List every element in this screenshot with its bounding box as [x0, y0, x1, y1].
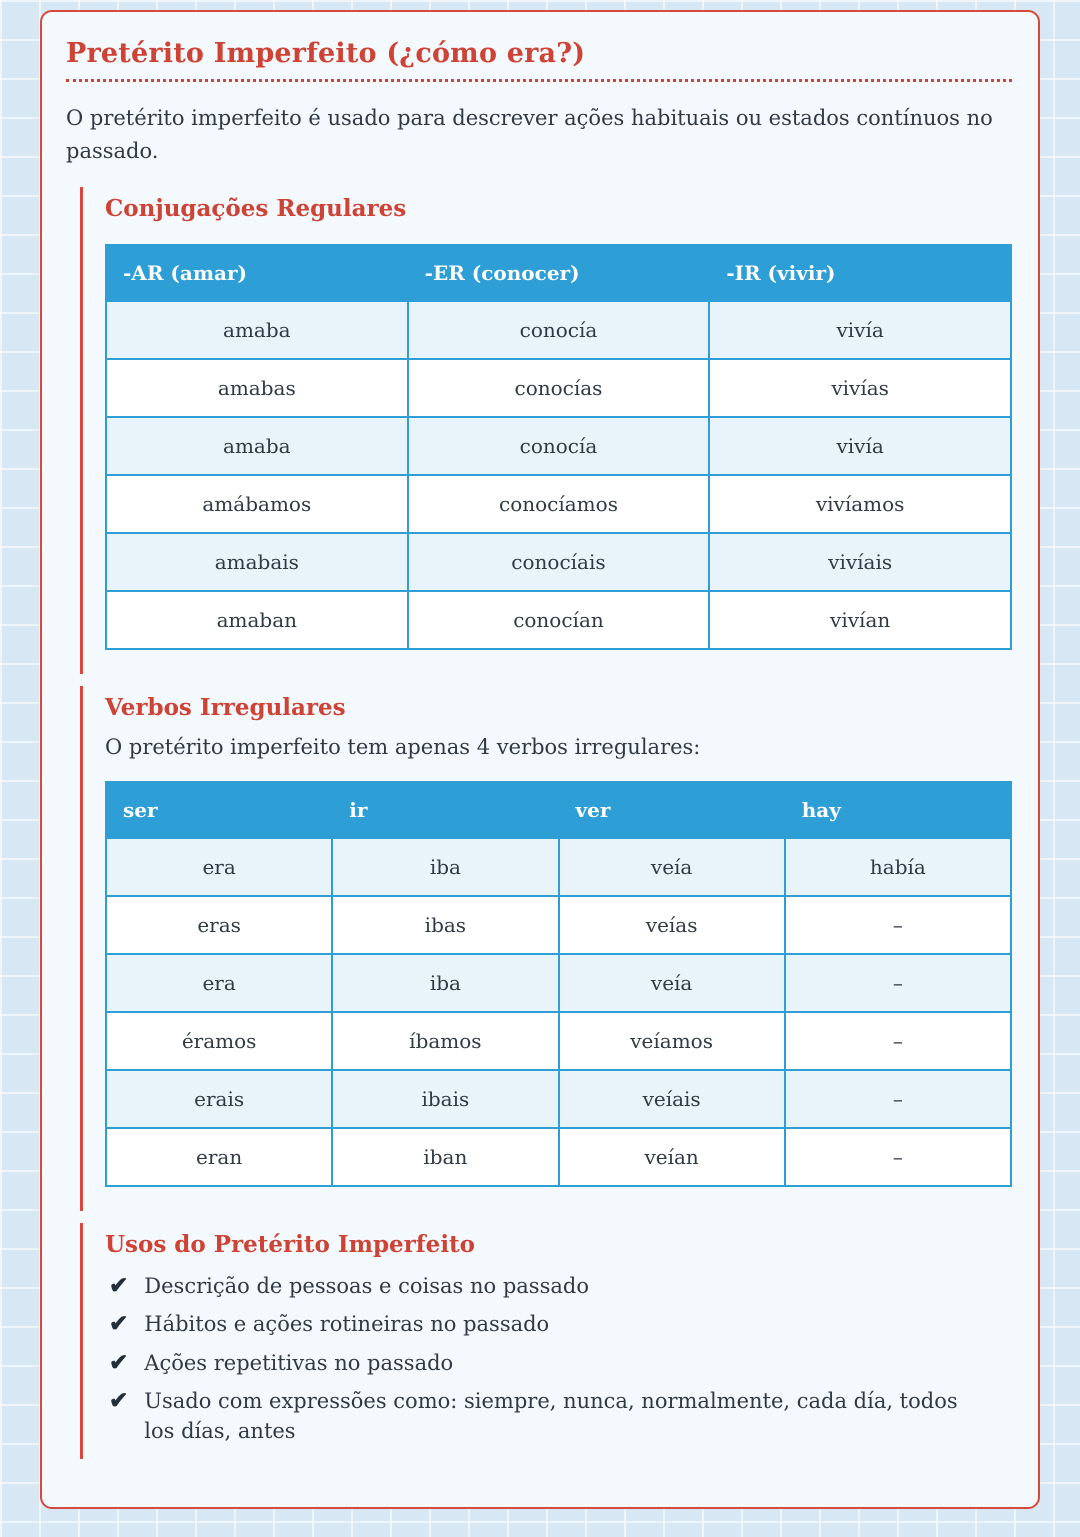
table-cell: conocía: [408, 417, 710, 475]
table-header-cell: -IR (vivir): [709, 245, 1011, 301]
dotted-divider: [66, 79, 1012, 82]
table-cell: vivía: [709, 417, 1011, 475]
table-cell: había: [785, 838, 1011, 896]
table-cell: íbamos: [332, 1012, 558, 1070]
table-cell: vivía: [709, 301, 1011, 359]
table-cell: vivías: [709, 359, 1011, 417]
table-cell: conocía: [408, 301, 710, 359]
table-cell: –: [785, 1012, 1011, 1070]
table-cell: eran: [106, 1128, 332, 1186]
table-cell: veía: [559, 838, 785, 896]
table-row: [106, 1012, 1011, 1070]
table-cell: éramos: [106, 1012, 332, 1070]
regular-conjugations-heading: Conjugações Regulares: [105, 195, 407, 223]
table-cell: veía: [559, 954, 785, 1012]
table-row: [106, 533, 1011, 591]
table-row: [106, 896, 1011, 954]
table-cell: conocíais: [408, 533, 710, 591]
table-cell: amaba: [106, 417, 408, 475]
table-header-cell: ir: [332, 782, 558, 838]
section-regular-conjugations: [80, 187, 1012, 674]
table-row: [106, 1128, 1011, 1186]
table-cell: veían: [559, 1128, 785, 1186]
table-cell: conocías: [408, 359, 710, 417]
section-usage: [80, 1223, 1012, 1459]
table-cell: vivían: [709, 591, 1011, 649]
check-icon: ✔: [109, 1272, 129, 1300]
usage-item-text: Ações repetitivas no passado: [144, 1350, 454, 1375]
table-cell: –: [785, 954, 1011, 1012]
table-row: [106, 475, 1011, 533]
table-cell: ibas: [332, 896, 558, 954]
usage-list-item: [109, 1272, 969, 1301]
table-header-cell: hay: [785, 782, 1011, 838]
table-header-row: [106, 245, 1011, 301]
irregular-verbs-note: O pretérito imperfeito tem apenas 4 verbos irregulares:: [105, 735, 701, 760]
table-row: [106, 359, 1011, 417]
table-cell: vivíais: [709, 533, 1011, 591]
check-icon: ✔: [109, 1387, 129, 1415]
table-row: [106, 1070, 1011, 1128]
table-cell: veíamos: [559, 1012, 785, 1070]
table-cell: –: [785, 1128, 1011, 1186]
usage-list: [109, 1272, 1012, 1446]
table-cell: iba: [332, 838, 558, 896]
usage-item-text: Hábitos e ações rotineiras no passado: [144, 1312, 550, 1337]
table-cell: amábamos: [106, 475, 408, 533]
table-row: [106, 591, 1011, 649]
usage-heading: Usos do Pretérito Imperfeito: [105, 1231, 476, 1259]
table-cell: iba: [332, 954, 558, 1012]
table-cell: amaba: [106, 301, 408, 359]
table-cell: conocíamos: [408, 475, 710, 533]
section-irregular-verbs: [80, 686, 1012, 1211]
table-cell: vivíamos: [709, 475, 1011, 533]
irregular-verbs-heading: Verbos Irregulares: [105, 694, 346, 722]
usage-list-item: [109, 1310, 969, 1339]
note-card: [40, 10, 1040, 1509]
usage-list-item: [109, 1387, 969, 1446]
page-title: Pretérito Imperfeito (¿cómo era?): [66, 38, 586, 69]
check-icon: ✔: [109, 1348, 129, 1376]
table-row: [106, 417, 1011, 475]
table-row: [106, 838, 1011, 896]
table-cell: amabais: [106, 533, 408, 591]
table-cell: era: [106, 838, 332, 896]
irregular-verbs-table: [105, 781, 1012, 1187]
table-row: [106, 301, 1011, 359]
usage-list-item: [109, 1349, 969, 1378]
table-cell: erais: [106, 1070, 332, 1128]
check-icon: ✔: [109, 1310, 129, 1338]
table-row: [106, 954, 1011, 1012]
table-header-cell: -AR (amar): [106, 245, 408, 301]
regular-conjugations-table: [105, 244, 1012, 650]
table-cell: eras: [106, 896, 332, 954]
table-cell: veíais: [559, 1070, 785, 1128]
table-cell: –: [785, 896, 1011, 954]
table-cell: amaban: [106, 591, 408, 649]
table-cell: iban: [332, 1128, 558, 1186]
table-header-row: [106, 782, 1011, 838]
usage-item-text: Usado com expressões como: siempre, nunca, normalmente, cada día, todos los días, antes: [144, 1389, 958, 1443]
table-cell: era: [106, 954, 332, 1012]
table-header-cell: -ER (conocer): [408, 245, 710, 301]
table-cell: amabas: [106, 359, 408, 417]
table-cell: ibais: [332, 1070, 558, 1128]
intro-text: O pretérito imperfeito é usado para descrever ações habituais ou estados contínuos no passado.: [66, 106, 993, 163]
table-header-cell: ver: [559, 782, 785, 838]
table-cell: conocían: [408, 591, 710, 649]
notes-page: [0, 10, 1080, 1509]
table-header-cell: ser: [106, 782, 332, 838]
table-cell: –: [785, 1070, 1011, 1128]
usage-item-text: Descrição de pessoas e coisas no passado: [144, 1274, 589, 1299]
table-cell: veías: [559, 896, 785, 954]
